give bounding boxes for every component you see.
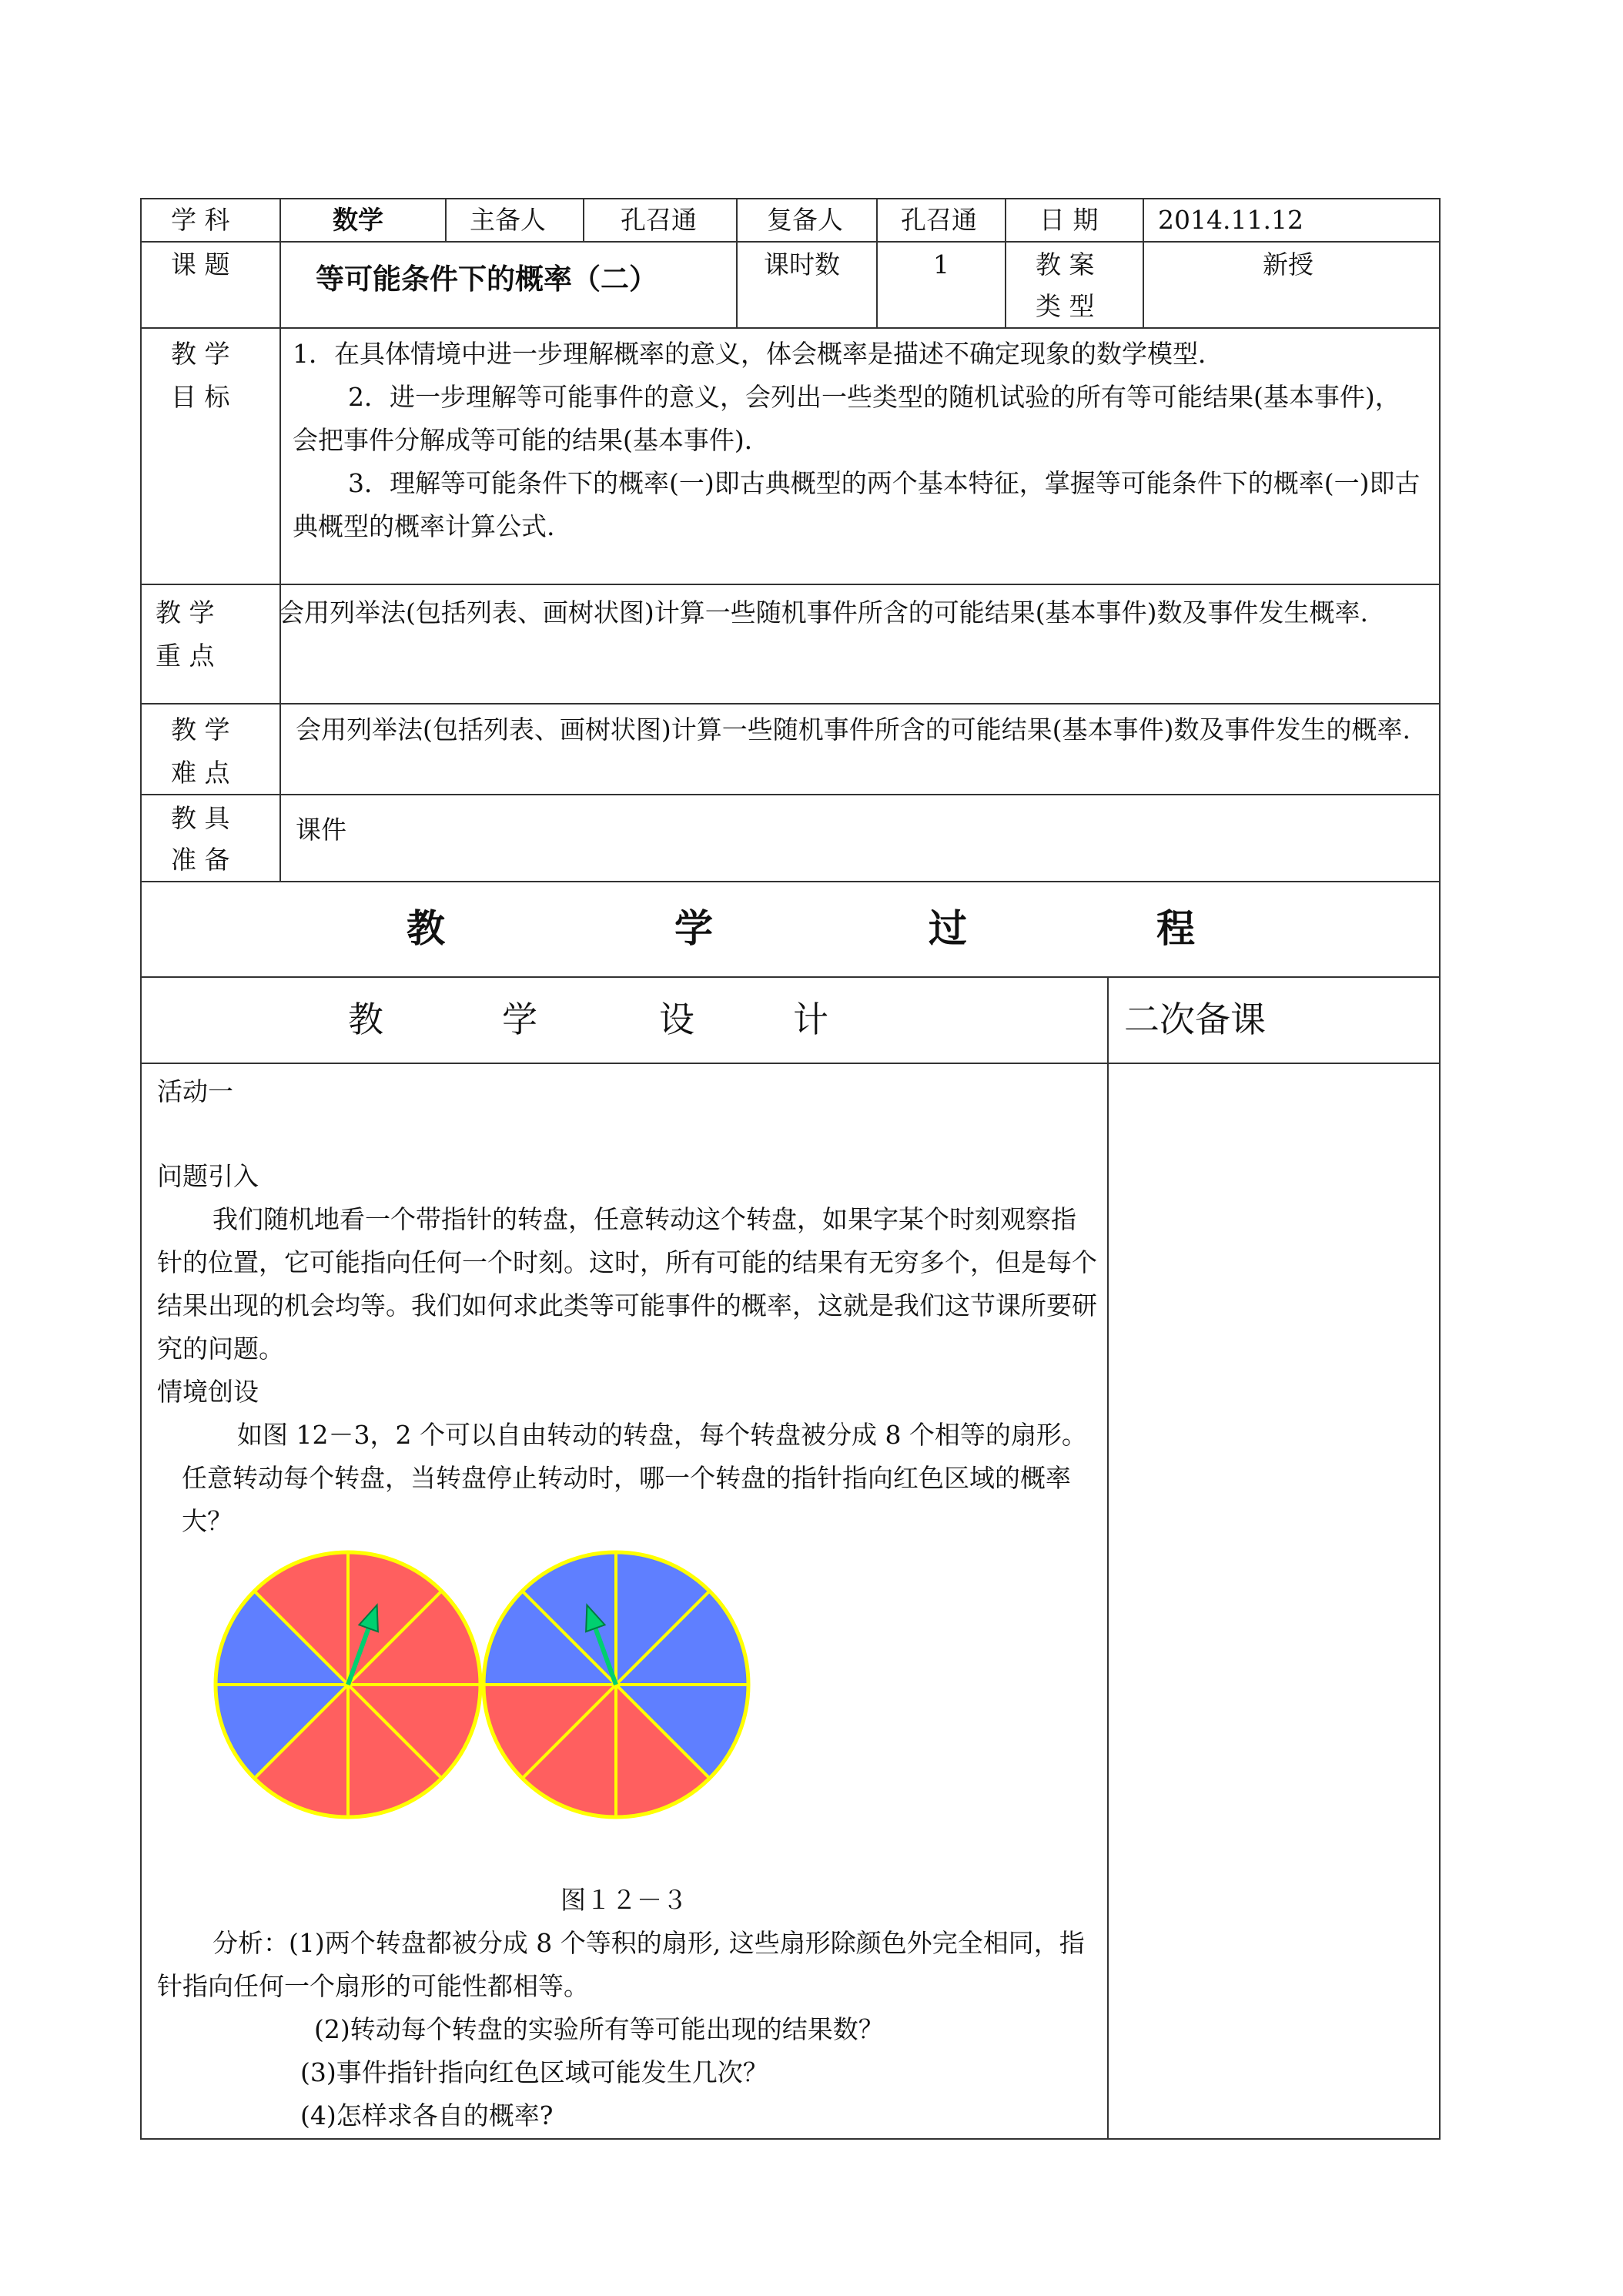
date-value: 2014.11.12 (1158, 205, 1303, 235)
tools-label-2: 准 备 (171, 845, 230, 875)
table-rule-v (1107, 976, 1109, 2140)
tools-label-1: 教 具 (171, 803, 230, 833)
keypoints-label-1: 教 学 (156, 597, 215, 628)
design-heading-char: 教 (348, 999, 383, 1040)
analysis-4: (4)怎样求各自的概率? (300, 2100, 554, 2130)
table-border-right (1439, 198, 1441, 2140)
analysis-1: 分析：(1)两个转盘都被分成 8 个等积的扇形, 这些扇形除颜色外完全相同，指针指向任何一个扇形的可能性都相等。 (157, 1928, 1085, 2001)
hours-value: 1 (933, 249, 949, 279)
design-heading-char: 计 (793, 999, 828, 1040)
table-rule-v (736, 198, 738, 327)
table-rule-v (583, 198, 584, 241)
table-rule (140, 794, 1441, 795)
goal-item-1: 1．在具体情境中进一步理解概率的意义，体会概率是描述不确定现象的数学模型． (293, 339, 1223, 369)
spinner-left (216, 1552, 480, 1817)
intro-text: 我们随机地看一个带指针的转盘，任意转动这个转盘，如果字某个时刻观察指针的位置，它可能指向任何一个时刻。这时，所有可能的结果有无穷多个，但是每个结果出现的机会均等。我们如何求此类等可能事件的概率，这就是我们这节课所要研究的问题。 (157, 1204, 1097, 1364)
spinner-figure (208, 1548, 762, 1832)
preparer-value: 孔召通 (621, 205, 697, 235)
spinner-right (484, 1552, 748, 1817)
table-rule-v (279, 198, 281, 327)
table-rule (140, 327, 1441, 329)
goals-label-1: 教 学 (171, 339, 230, 369)
table-rule-v (1143, 198, 1144, 327)
table-rule (140, 976, 1441, 978)
table-rule (140, 584, 1441, 585)
reviewer-value: 孔召通 (901, 205, 977, 235)
table-rule (140, 703, 1441, 705)
preparer-label: 主备人 (470, 205, 546, 235)
analysis-3: (3)事件指针指向红色区域可能发生几次？ (300, 2057, 768, 2087)
table-rule (140, 1063, 1441, 1064)
tools-text: 课件 (296, 815, 346, 845)
analysis-2: (2)转动每个转盘的实验所有等可能出现的结果数？ (314, 2014, 884, 2044)
reviewer-label: 复备人 (767, 205, 843, 235)
goal-item-3: 3．理解等可能条件下的概率(一)即古典概型的两个基本特征，掌握等可能条件下的概率(一)即古典概型的概率计算公式. (293, 468, 1421, 541)
keypoints-label-2: 重 点 (156, 641, 215, 671)
topic-label: 课 题 (171, 249, 230, 279)
scenario-title: 情境创设 (157, 1377, 259, 1407)
topic-value: 等可能条件下的概率（二） (316, 262, 658, 296)
plan-type-value: 新授 (1263, 249, 1313, 279)
keypoints-text: 会用列举法(包括列表、画树状图)计算一些随机事件所含的可能结果(基本事件)数及事件发生概率. (279, 597, 1368, 628)
activity-title: 活动一 (157, 1076, 233, 1106)
intro-title: 问题引入 (157, 1161, 259, 1191)
process-heading-char: 教 (407, 905, 445, 951)
secondary-heading: 二次备课 (1124, 999, 1266, 1040)
table-rule-v (445, 198, 447, 241)
plan-type-label-2: 类 型 (1036, 291, 1095, 321)
table-rule-v (876, 198, 878, 327)
table-border-left (140, 198, 142, 2140)
design-heading-char: 设 (659, 999, 694, 1040)
figure-caption: 图１２－３ (561, 1885, 688, 1915)
difficulties-label-1: 教 学 (171, 715, 230, 745)
difficulties-text: 会用列举法(包括列表、画树状图)计算一些随机事件所含的可能结果(基本事件)数及事件发生的概率. (296, 715, 1411, 745)
goal-item-2: 2．进一步理解等可能事件的意义，会列出一些类型的随机试验的所有等可能结果(基本事件)，会把事件分解成等可能的结果(基本事件)． (293, 382, 1400, 455)
goals-label-2: 目 标 (171, 382, 230, 412)
table-rule (140, 2138, 1441, 2140)
table-rule-v (1005, 198, 1006, 327)
plan-type-label-1: 教 案 (1036, 249, 1095, 279)
hours-label: 课时数 (764, 249, 840, 279)
process-heading-char: 程 (1156, 905, 1195, 951)
subject-label: 学 科 (171, 205, 230, 235)
date-label: 日 期 (1039, 205, 1099, 235)
scenario-text: 如图 12－3，2 个可以自由转动的转盘，每个转盘被分成 8 个相等的扇形。任意转动每个转盘，当转盘停止转动时，哪一个转盘的指针指向红色区域的概率大？ (182, 1420, 1087, 1536)
subject-value: 数学 (333, 205, 383, 235)
process-heading-char: 过 (929, 905, 967, 951)
process-heading-char: 学 (674, 905, 713, 951)
design-heading-char: 学 (502, 999, 537, 1040)
table-rule (140, 881, 1441, 882)
difficulties-label-2: 难 点 (171, 758, 230, 788)
